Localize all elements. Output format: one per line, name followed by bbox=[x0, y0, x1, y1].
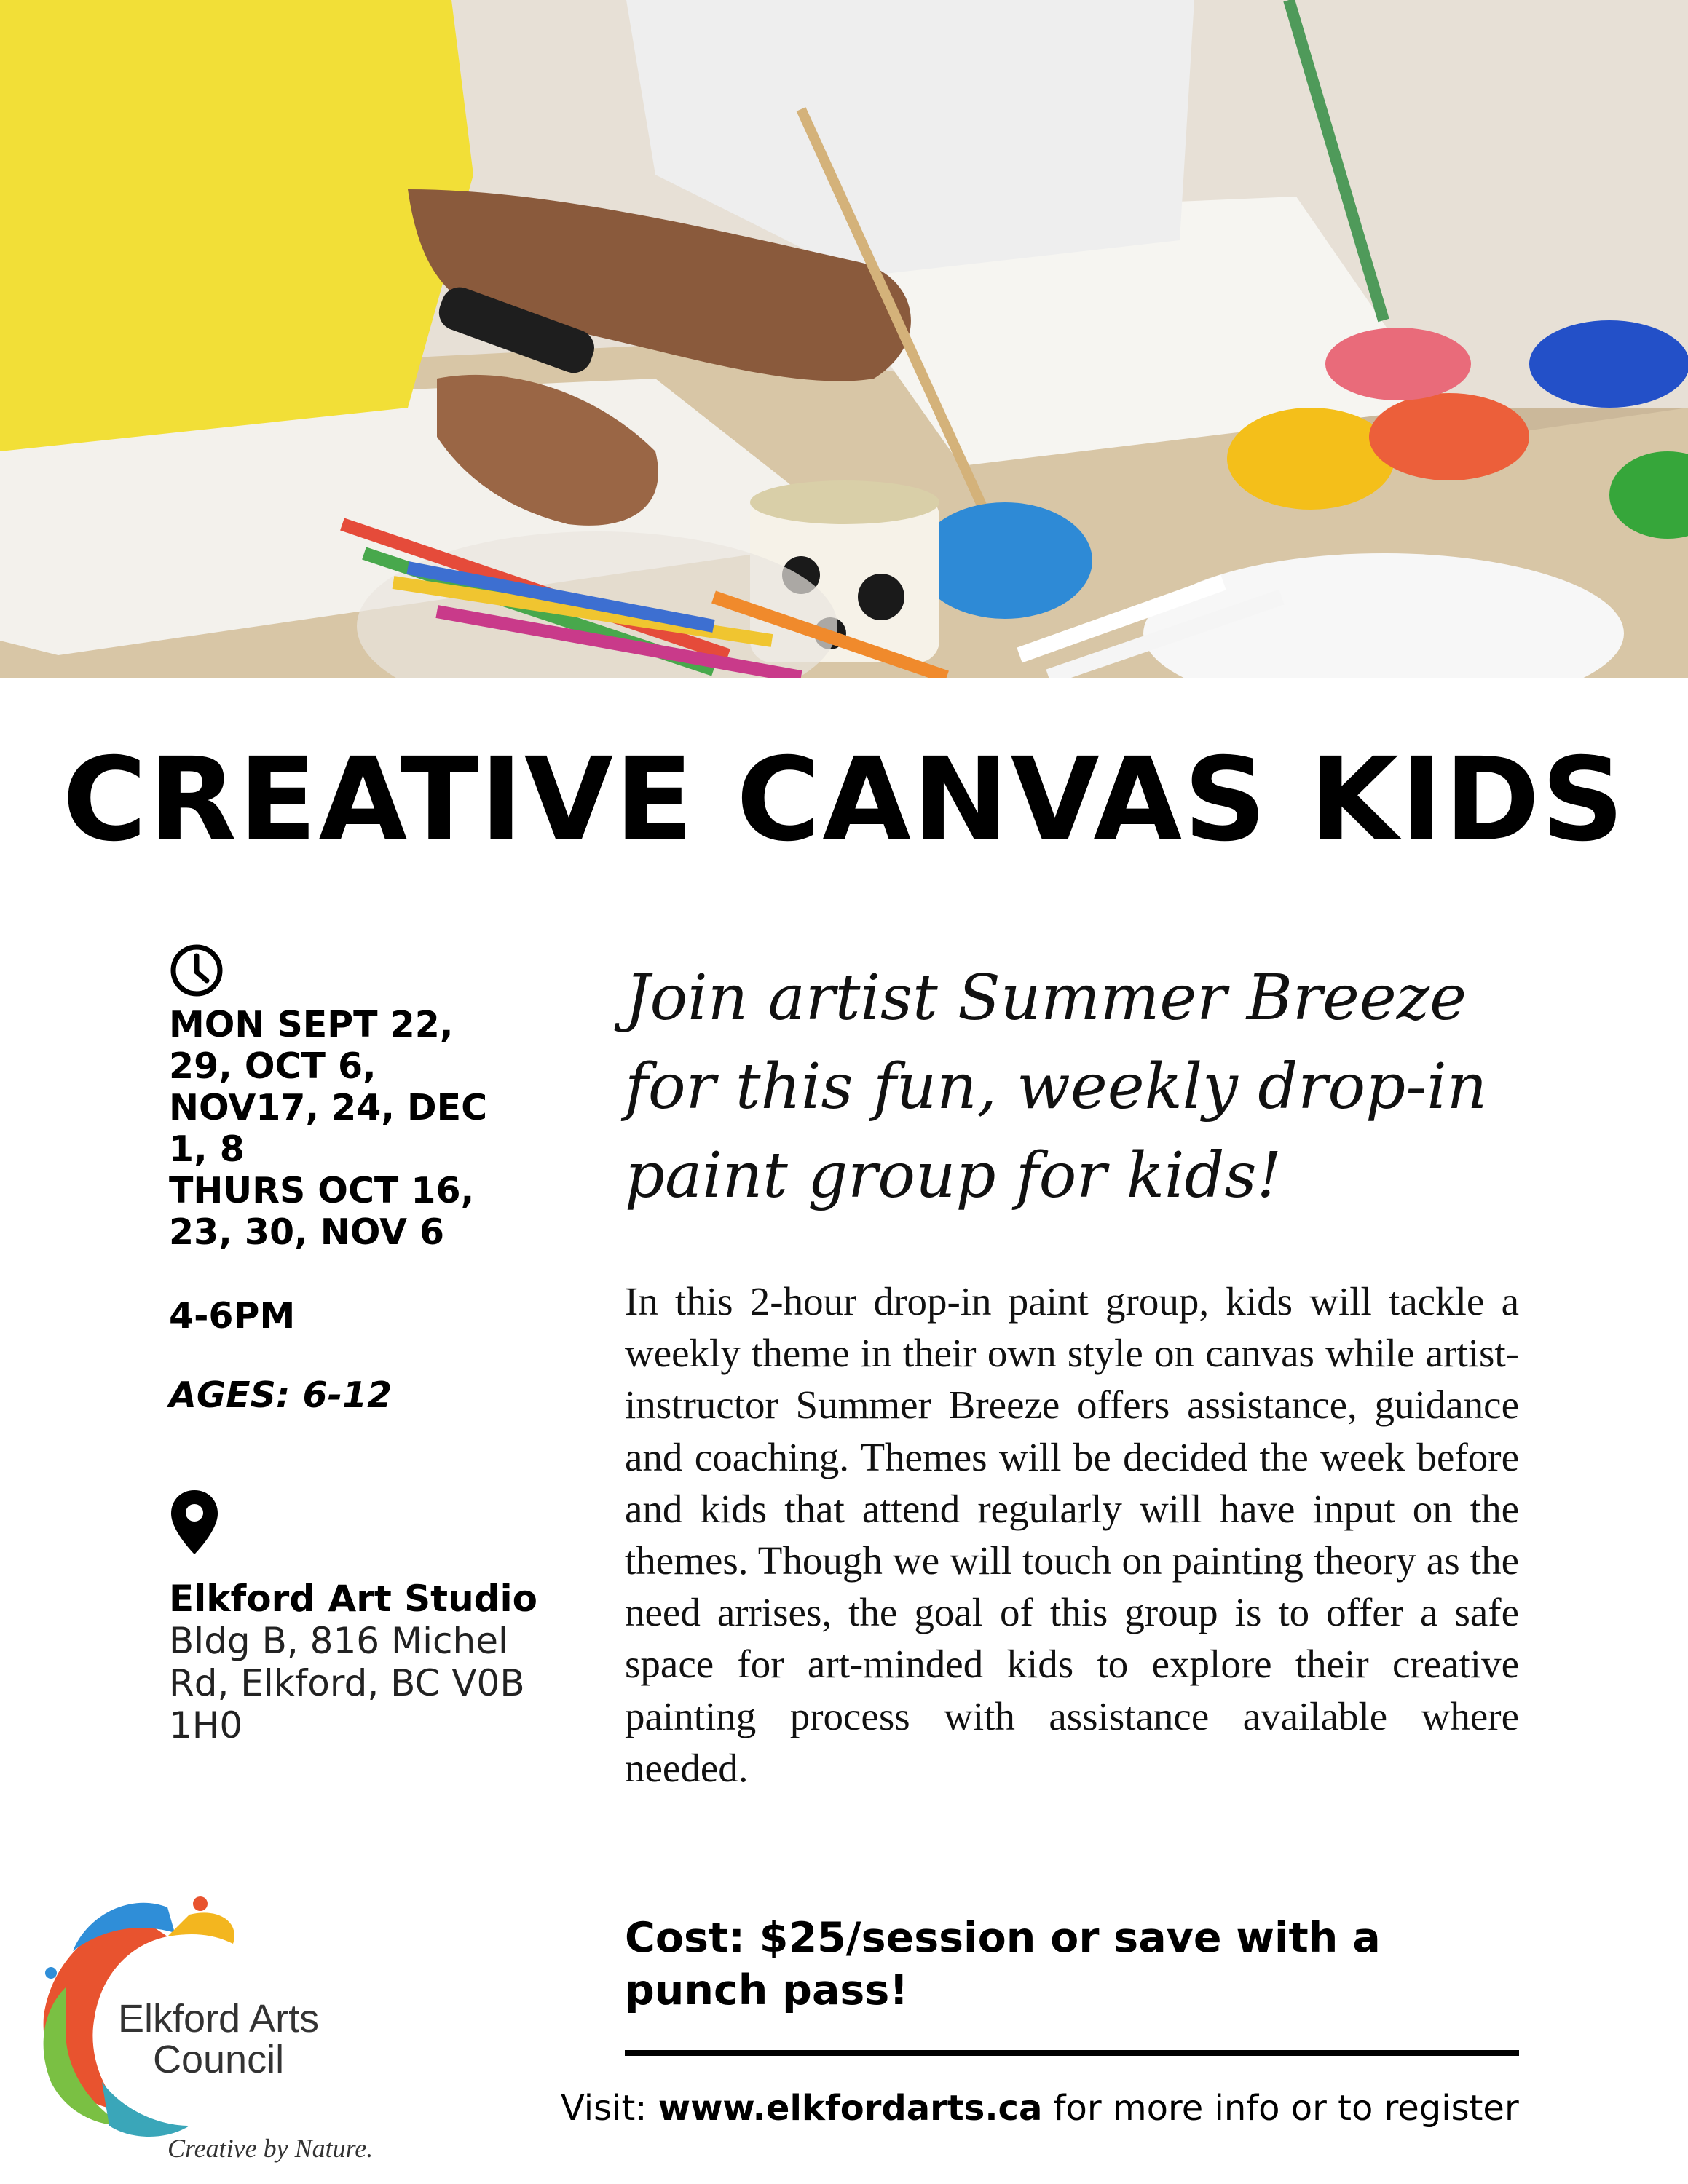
event-ages: AGES: 6-12 bbox=[169, 1374, 393, 1416]
visit-prefix: Visit: bbox=[561, 2088, 658, 2129]
logo-name bbox=[118, 1998, 319, 2080]
tagline: Join artist Summer Breeze for this fun, weekly drop-in paint group for kids! bbox=[625, 962, 1488, 1212]
map-pin-icon bbox=[169, 1489, 220, 1556]
visit-line bbox=[561, 2088, 1653, 2129]
divider-line bbox=[625, 2050, 1519, 2056]
venue-name: Elkford Art Studio bbox=[169, 1578, 537, 1620]
logo-tagline: Creative by Nature. bbox=[167, 2134, 374, 2163]
elkford-arts-council-logo bbox=[22, 1864, 430, 2169]
logo-name-line1: Elkford Arts bbox=[118, 1997, 320, 2041]
logo-name-line2: Council bbox=[153, 2038, 285, 2081]
page-title: CREATIVE CANVAS KIDS bbox=[62, 733, 1626, 867]
visit-suffix: for more info or to register bbox=[1042, 2088, 1519, 2129]
hero-photo-kids-painting bbox=[0, 0, 1688, 678]
website-link[interactable]: www.elkfordarts.ca bbox=[658, 2088, 1043, 2129]
event-dates bbox=[169, 1004, 548, 1253]
clock-icon bbox=[169, 943, 224, 998]
cost-info: Cost: $25/session or save with a punch pass! bbox=[625, 1914, 1381, 2014]
venue-address: Bldg B, 816 Michel Rd, Elkford, BC V0B 1H0 bbox=[169, 1620, 525, 1746]
event-details bbox=[169, 943, 548, 1746]
dates-thursday: THURS OCT 16, 23, 30, NOV 6 bbox=[169, 1170, 475, 1253]
description: In this 2-hour drop-in paint group, kids will tackle a weekly theme in their own style on canvas while artist-instructor Summer Breeze offers assistance, guidance and coaching. Themes will be decided the week before and kids that attend regularly will have input on the themes. Though we will touch on painting theory as the need arrises, the goal of this group is to offer a safe space for art-minded kids to explore their creative painting process with assistance available where needed. bbox=[625, 1279, 1519, 1790]
dates-monday: MON SEPT 22, 29, OCT 6, NOV17, 24, DEC 1, 8 bbox=[169, 1004, 488, 1170]
event-time: 4-6PM bbox=[169, 1295, 296, 1337]
